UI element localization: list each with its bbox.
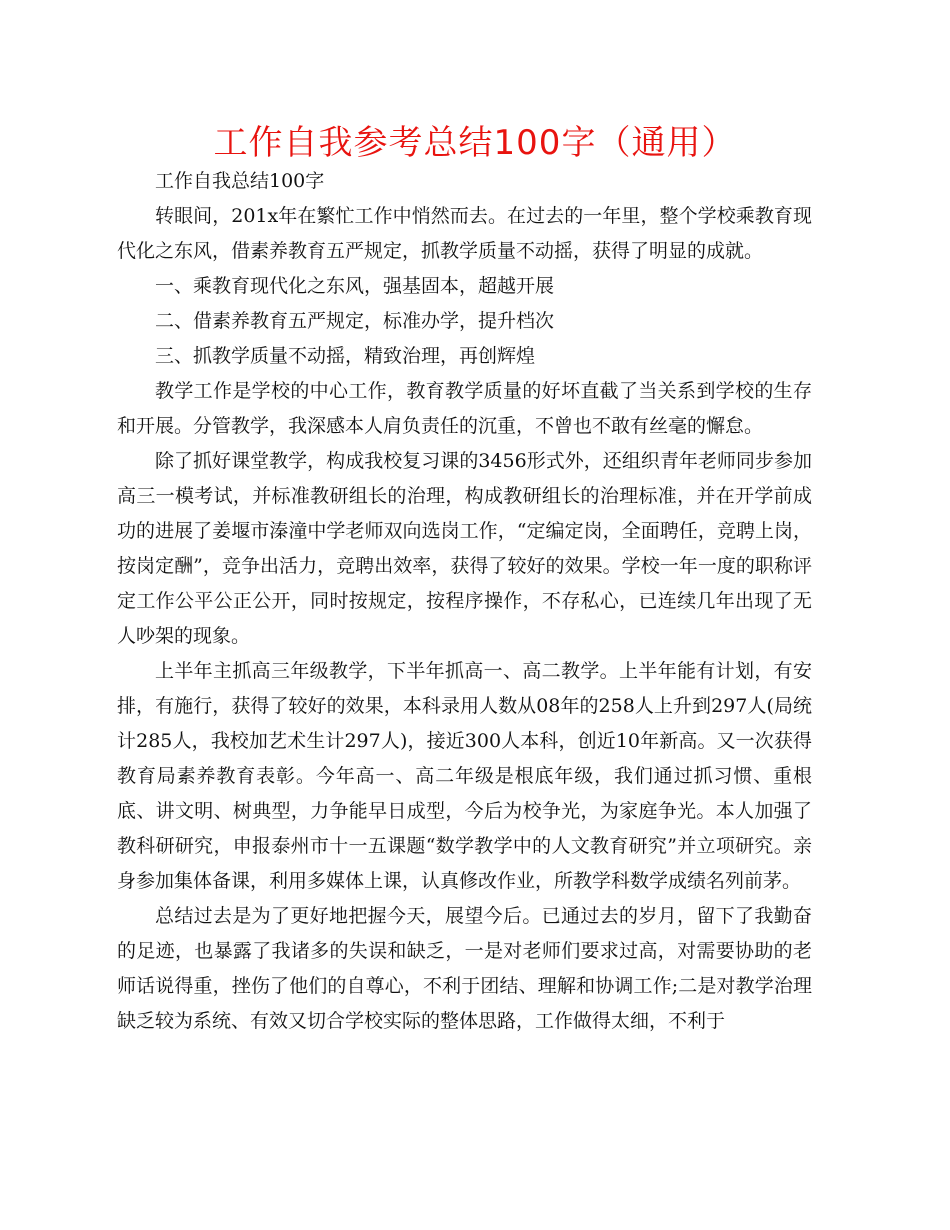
paragraph-subtitle: 工作自我总结100字 <box>155 170 325 192</box>
paragraph-point-two: 二、借素养教育五严规定，标准办学，提升档次 <box>155 310 555 332</box>
document-title: 工作自我参考总结100字（通用） <box>213 123 737 163</box>
paragraph-classroom-teaching: 除了抓好课堂教学，构成我校复习课的3456形式外，还组织青年老师同步参加高三一模考试，并标准教研组长的治理，构成教研组长的治理标准，并在开学前成功的进展了姜堰市溱潼中学老师双向选岗工作，“定编定岗，全面聘任，竞聘上岗，按岗定酬”，竞争出活力，竞聘出效率，获得了较好的效果。学校一年一度的职称评定工作公平公正公开，同时按规定，按程序操作，不存私心，已连续几年出现了无人吵架的现象。 <box>117 450 812 647</box>
paragraph-point-three: 三、抓教学质量不动摇，精致治理，再创辉煌 <box>155 345 536 367</box>
paragraph-grade-teaching: 上半年主抓高三年级教学，下半年抓高一、高二教学。上半年能有计划，有安排，有施行，获得了较好的效果，本科录用人数从08年的258人上升到297人(局统计285人，我校加艺术生计297人)，接近300人本科，创近10年新高。又一次获得教育局素养教育表彰。今年高一、高二年级是根底年级，我们通过抓习惯、重根底、讲文明、树典型，力争能早日成型，今后为校争光，为家庭争光。本人加强了教科研研究，申报泰州市十一五课题“数学教学中的人文教育研究”并立项研究。亲身参加集体备课，利用多媒体上课，认真修改作业，所教学科数学成绩名列前茅。 <box>117 660 812 892</box>
paragraph-point-one: 一、乘教育现代化之东风，强基固本，超越开展 <box>155 275 555 297</box>
document-body <box>117 164 812 1039</box>
paragraph-summary: 总结过去是为了更好地把握今天，展望今后。已通过去的岁月，留下了我勤奋的足迹，也暴露了我诸多的失误和缺乏，一是对老师们要求过高，对需要协助的老师话说得重，挫伤了他们的自尊心，不利于团结、理解和协调工作;二是对教学治理缺乏较为系统、有效又切合学校实际的整体思路，工作做得太细，不利于 <box>117 905 812 1032</box>
paragraph-intro: 转眼间，201x年在繁忙工作中悄然而去。在过去的一年里，整个学校乘教育现代化之东风，借素养教育五严规定，抓教学质量不动摇，获得了明显的成就。 <box>117 205 812 262</box>
paragraph-teaching-center: 教学工作是学校的中心工作，教育教学质量的好坏直截了当关系到学校的生存和开展。分管教学，我深感本人肩负责任的沉重，不曾也不敢有丝毫的懈怠。 <box>117 380 812 437</box>
